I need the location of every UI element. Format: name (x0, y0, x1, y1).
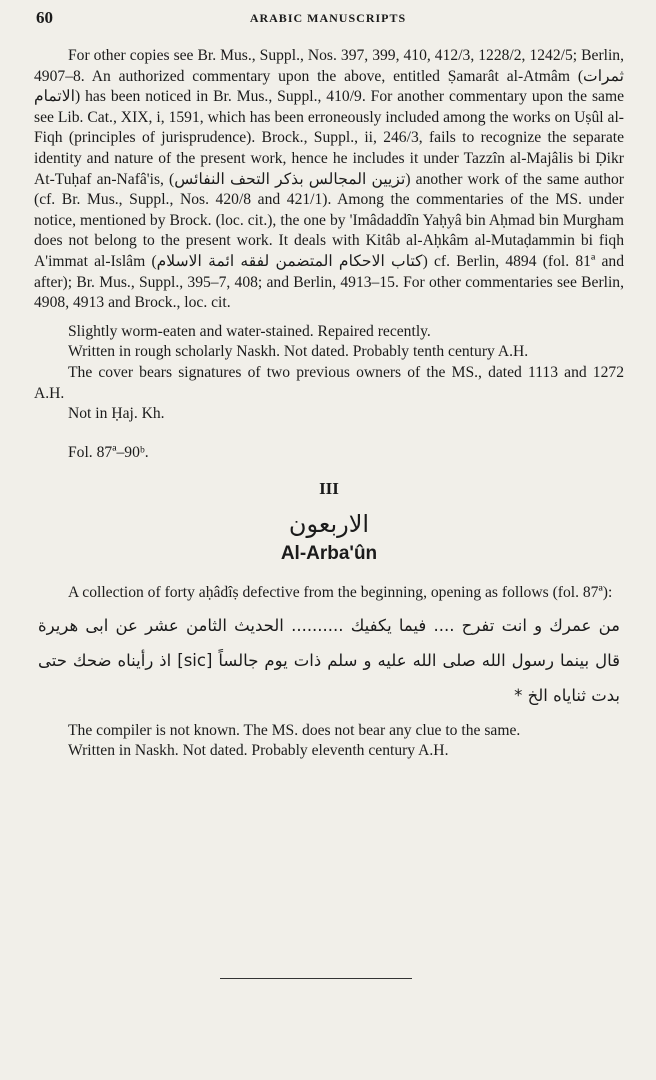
script-note: Written in rough scholarly Naskh. Not dated. Probably tenth century A.H. (68, 343, 529, 361)
end-rule (220, 978, 412, 979)
page-header (36, 8, 620, 30)
running-head: ARABIC MANUSCRIPTS (249, 11, 407, 25)
folio-reference: Fol. 87ª–90ᵇ. (68, 443, 149, 461)
entry-description: A collection of forty aḥâdîṣ defective from the beginning, opening as follows (fol. 87ª): (68, 584, 613, 602)
compiler-note: The compiler is not known. The MS. does not bear any clue to the same. (68, 721, 521, 739)
naskh-note: Written in Naskh. Not dated. Probably eleventh century A.H. (68, 742, 449, 760)
page-number: 60 (36, 8, 53, 27)
haj-kh-note: Not in Ḥaj. Kh. (68, 405, 165, 423)
latin-title: Al-Arba'ûn (280, 543, 378, 565)
section-numeral: III (319, 479, 339, 499)
condition-note: Slightly worm-eaten and water-stained. Repaired recently. (68, 322, 431, 340)
page-body (34, 46, 624, 762)
arabic-title: الاربعون (288, 509, 370, 538)
cover-note: The cover bears signatures of two previous owners of the MS., dated 1113 and 1272 A.H. (34, 363, 624, 402)
commentary-paragraph: For other copies see Br. Mus., Suppl., Nos. 397, 399, 410, 412/3, 1228/2, 1242/5; Berlin, 4907–8. An authorized commentary upon the above, entitled Ṣamarât al-Atmâm (ثمرات الاتمام) has been noticed in Br. Mus., Suppl., 410/9. For another commentary upon the same see Lib. Cat., XIX, i, 1591, which has been erroneously included among the works on Uṣûl al-Fiqh (principles of jurisprudence). Brock., Suppl., ii, 246/3, fails to recognize the separate identity and nature of the present work, hence he includes it under Tazzîn al-Majâlis bi Ḍikr At-Tuḥaf an-Nafâ'is, (تزيين المجالس بذكر التحف النفائس) another work of the same author (cf. Br. Mus., Suppl., Nos. 420/8 and 421/1). Among the commentaries of the MS. under notice, mentioned by Brock. (loc. cit.), the one by 'Imâdaddîn Yaḥyâ bin Aḥmad bin Murgham does not belong to the present work. It deals with Kitâb al-Aḥkâm al-Mutaḍammin bi fiqh A'immat al-Islâm (كتاب الاحكام المتضمن لفقه ائمة الاسلام) cf. Berlin, 4894 (fol. 81ª and after); Br. Mus., Suppl., 395–7, 408; and Berlin, 4913–15. For other commentaries see Berlin, 4908, 4913 and Brock., loc. cit. (34, 47, 625, 312)
arabic-quotation: من عمرك و انت تفرح .... فيما يكفيك .......... الحديث الثامن عشر عن ابى هريرة قال بينما رسول الله صلى الله عليه و سلم ذات يوم جالساً [sic] اذ رأيناه ضحك حتى بدت ثناياه الخ * (38, 615, 620, 705)
